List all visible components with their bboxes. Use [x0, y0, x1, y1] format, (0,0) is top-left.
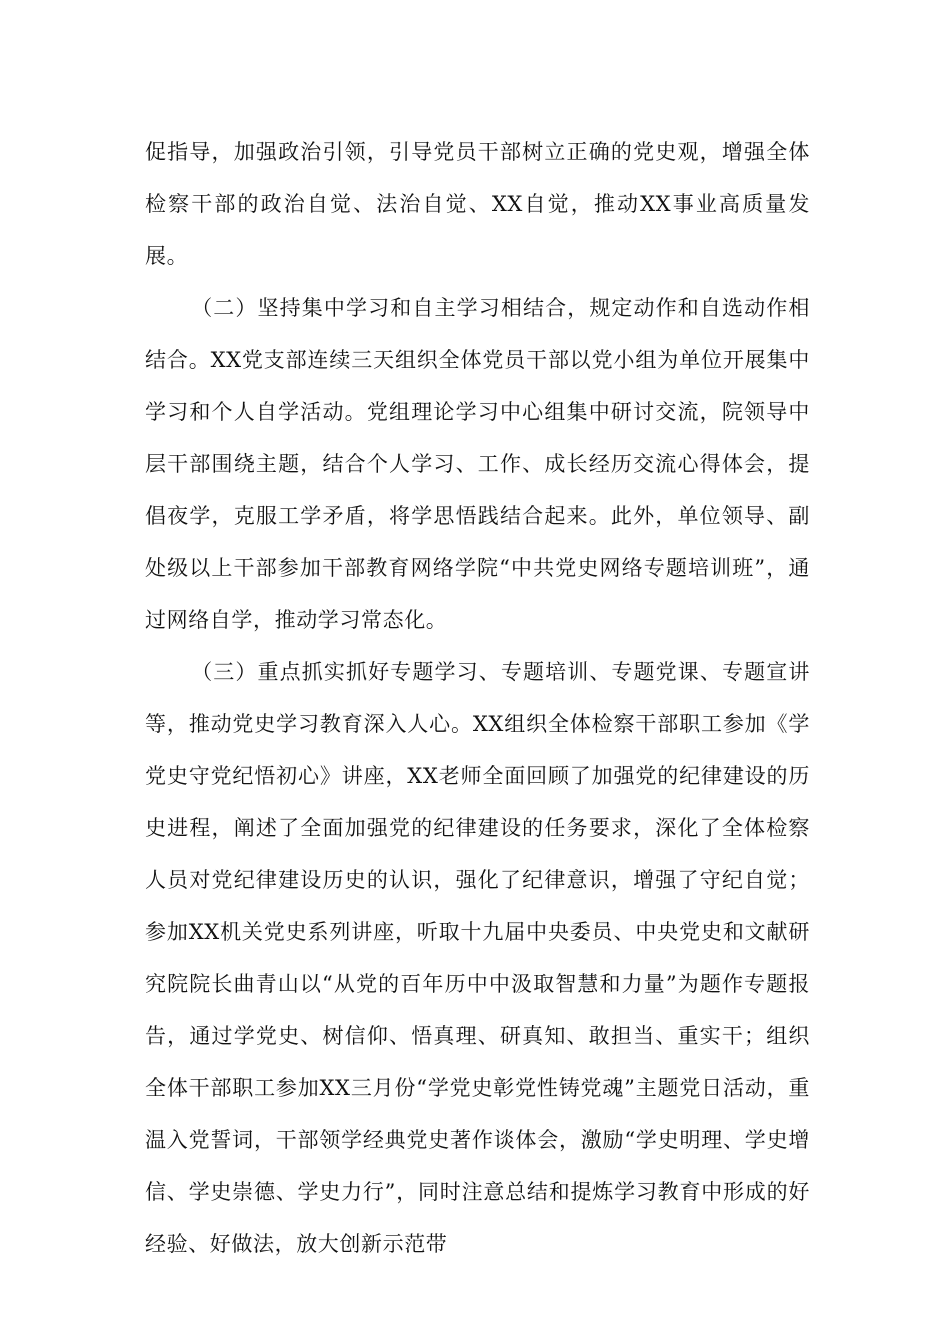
paragraph-2: （二）坚持集中学习和自主学习相结合，规定动作和自选动作相结合。XX党支部连续三天组织全体党员干部以党小组为单位开展集中学习和个人自学活动。党组理论学习中心组集中研讨交流，院领导中层干部围绕主题，结合个人学习、工作、成长经历交流心得体会，提倡夜学，克服工学矛盾，将学思悟践结合起来。此外，单位领导、副处级以上干部参加干部教育网络学院“中共党史网络专题培训班”，通过网络自学，推动学习常态化。 — [145, 296, 810, 632]
document-body — [145, 126, 810, 1270]
paragraph-1: 促指导，加强政治引领，引导党员干部树立正确的党史观，增强全体检察干部的政治自觉、法治自觉、XX自觉，推动XX事业高质量发展。 — [145, 140, 810, 268]
paragraph-3: （三）重点抓实抓好专题学习、专题培训、专题党课、专题宣讲等，推动党史学习教育深入人心。XX组织全体检察干部职工参加《学党史守党纪悟初心》讲座，XX老师全面回顾了加强党的纪律建设的历史进程，阐述了全面加强党的纪律建设的任务要求，深化了全体检察人员对党纪律建设历史的认识，强化了纪律意识，增强了守纪自觉；参加XX机关党史系列讲座，听取十九届中央委员、中央党史和文献研究院院长曲青山以“从党的百年历中中汲取智慧和力量”为题作专题报告，通过学党史、树信仰、悟真理、研真知、敢担当、重实干；组织全体干部职工参加XX三月份“学党史彰党性铸党魂”主题党日活动，重温入党誓词，干部领学经典党史著作谈体会，激励“学史明理、学史增信、学史崇德、学史力行”，同时注意总结和提炼学习教育中形成的好经验、好做法，放大创新示范带 — [145, 660, 810, 1256]
